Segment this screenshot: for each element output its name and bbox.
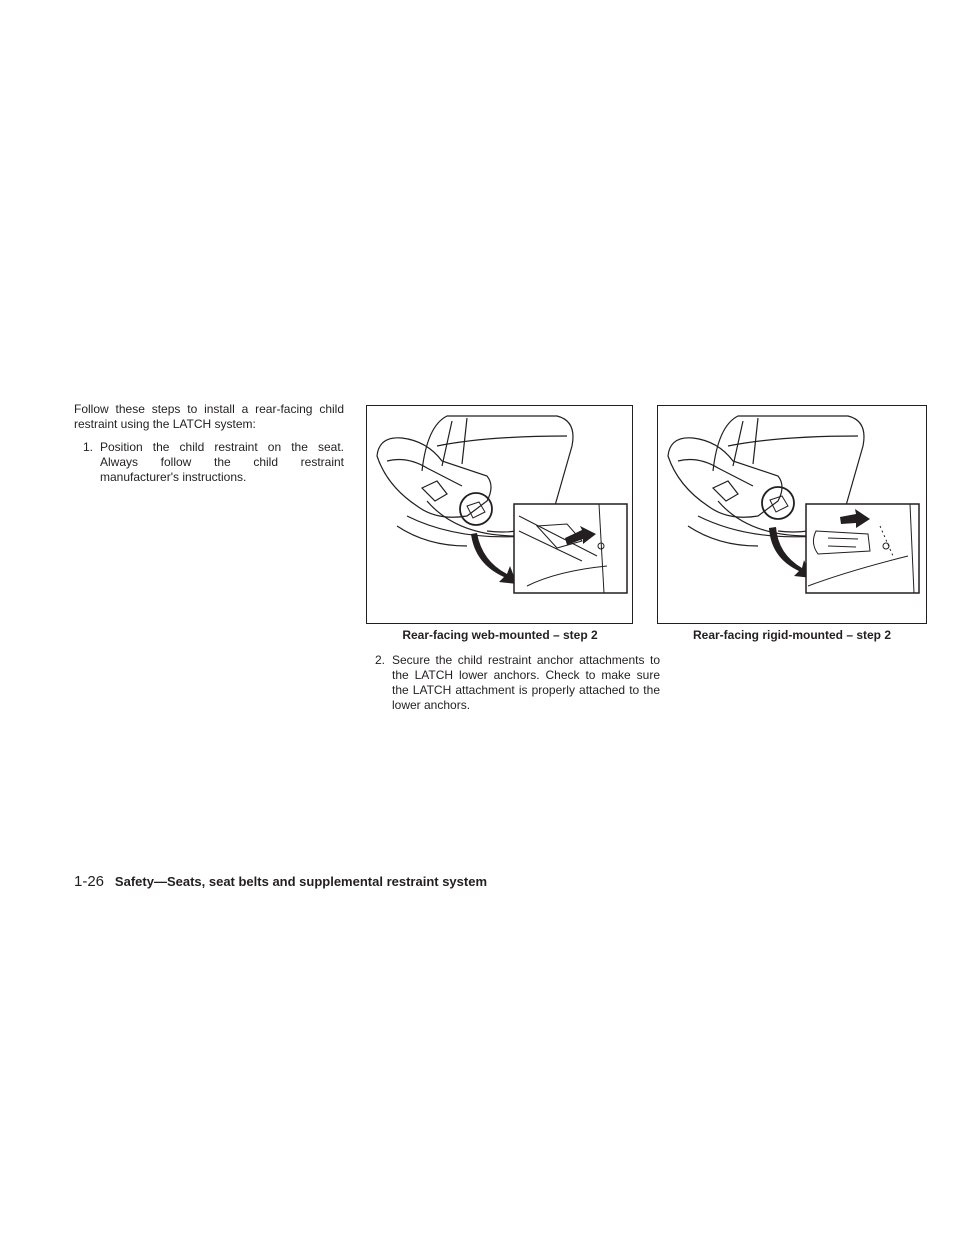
step-1	[74, 440, 344, 485]
intro-paragraph: Follow these steps to install a rear-facing child restraint using the LATCH system:	[74, 402, 344, 431]
page-footer	[74, 872, 487, 891]
section-title: Safety—Seats, seat belts and supplemental restraint system	[114, 874, 488, 889]
anchor-highlight-circle	[762, 487, 794, 519]
page-number: 1-26	[74, 873, 105, 890]
figure-rigid-mounted	[657, 405, 927, 624]
intro-column	[74, 402, 344, 485]
rigid-mounted-illustration	[658, 406, 928, 625]
inset-detail-box	[514, 504, 627, 593]
web-mounted-illustration	[367, 406, 634, 625]
step-text: Secure the child restraint anchor attachments to the LATCH lower anchors. Check to make sure the LATCH attachment is properly attached to the lower anchors.	[392, 653, 660, 712]
figure-web-mounted	[366, 405, 633, 624]
step-number: 2.	[375, 653, 386, 667]
curved-arrow-icon	[471, 533, 517, 584]
step-number: 1.	[83, 440, 94, 454]
step-text: Position the child restraint on the seat. Always follow the child restraint manufacturer's instructions.	[100, 440, 344, 484]
figure-caption-rigid-mounted: Rear-facing rigid-mounted – step 2	[692, 628, 892, 642]
figure-caption-web-mounted: Rear-facing web-mounted – step 2	[402, 628, 598, 642]
step-2	[366, 653, 660, 713]
